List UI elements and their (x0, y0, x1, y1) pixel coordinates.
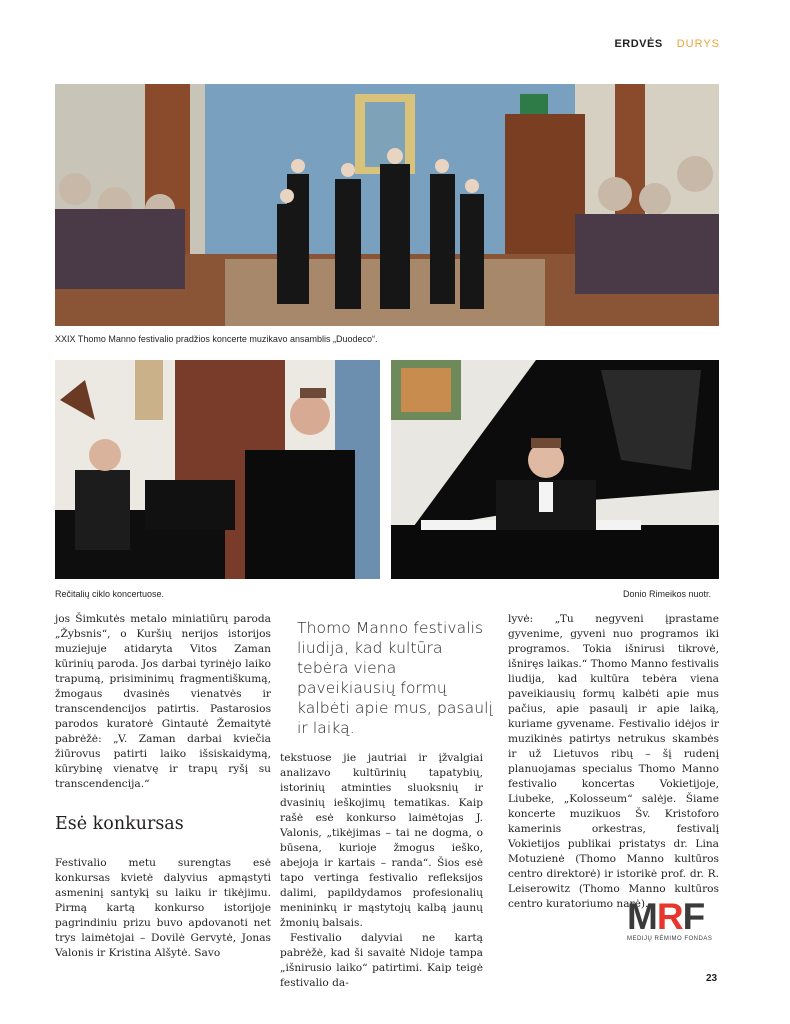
main-photo-caption: XXIX Thomo Manno festivalio pradžios koncerte muzikavo ansamblis „Duodeco“. (55, 334, 378, 344)
photo-credit: Donio Rimeikos nuotr. (623, 589, 712, 599)
section-heading-essay: Esė konkursas (55, 814, 184, 834)
pull-quote: Thomo Manno festivalis liudija, kad kultūra tebėra viena paveikiausių formų kalbėti apie mus, pasaulį ir laiką. (297, 619, 494, 737)
pianist-photo (391, 360, 719, 579)
col1-paragraph-1: jos Šimkutės metalo miniatiūrų paroda „Žybsnis“, o Kuršių nerijos istorijos muziejuje atidaryta Vitos Zaman kūrinių paroda. Jos darbai tyrinėjo laiko trapumą, prisiminimų fragmentiškumą, žmogaus dvasinės vienatvės ir transcendencijos patirtis. Pastarosios parodos kuratorė Gintautė Žemaitytė pabrėžė: „V. Zaman darbai kviečia žiūrovus patirti laiko išsiskaidymą, kūrybinę vienatvę ir trapų ryšį su transcendencija.“ (55, 613, 271, 790)
left-photo-caption: Rečitalių ciklo koncertuose. (55, 589, 165, 599)
article-column-2 (280, 751, 483, 991)
col2-paragraph-1: tekstuose jie jautriai ir įžvalgiai analizavo kultūrinių tapatybių, istorinių atminties sluoksnių ir dvasinių ieškojimų tematikas. Kaip rašė esė konkurso laimėtojas J. Valonis, „tikėjimas – tai ne dogma, o būsena, kurioje žmogus ieško, abejoja ir kartais – randa“. Šios esė tapo vertinga festivalio refleksijos dalimi, papildydamos profesionalių menininkų ir mąstytojų kalbą jaunų žmonių balsais. (280, 752, 483, 929)
magazine-name: DURYS (676, 38, 720, 50)
logo-subtitle: MEDIJŲ RĖMIMO FONDAS (627, 936, 713, 942)
mrf-logo: MRF MEDIJŲ RĖMIMO FONDAS (627, 900, 722, 942)
col3-paragraph-1: lyvė: „Tu negyveni įprastame gyvenime, gyveni nuo programos iki programos. Tokia išnirusi tikrovė, išniręs laikas.“ Thomo Manno festivalis liudija, kad kultūra tebėra viena paveikiausių formų kalbėti apie mus pačius, apie pasaulį ir apie laiką, kuriame gyvename. Festivalio idėjos ir muzikinės patirtys netrukus skambės ir už Lietuvos ribų – šį rudenį planuojamas specialus Thomo Manno festivalio koncertas Vokietijoje, Liubeke, „Kolosseum“ salėje. Šiame koncerte muzikuos Šv. Kristoforo kamerinis orkestras, festivalį Vokietijos publikai pristatys dr. Lina Motuzienė (Thomo Manno kultūros centro direktorė) ir istorikė prof. dr. R. Leiserowitz (Thomo Manno kultūros centro kuratoriumo narė). (508, 613, 719, 910)
church-concert-photo (55, 84, 719, 326)
article-column-3 (508, 612, 719, 912)
article-column-1 (55, 612, 271, 792)
col2-paragraph-2: Festivalio dalyviai ne kartą pabrėžė, kad ši savaitė Nidoje tampa „išnirusio laiko“ patirtimi. Kaip teigė festivalio da- (280, 932, 483, 989)
col1-paragraph-2: Festivalio metu surengtas esė konkursas kvietė dalyvius apmąstyti asmeninį santykį su laiku ir tikėjimu. Pirmą kartą konkurso istorijoje pagrindiniu prizu buvo apdovanoti net trys laimėtojai – Dovilė Gervytė, Jonas Valonis ir Kristina Alšytė. Savo (55, 857, 271, 959)
page-number: 23 (706, 973, 718, 984)
recital-singer-photo (55, 360, 380, 579)
running-header (614, 38, 720, 50)
section-label: ERDVĖS (614, 38, 663, 50)
article-column-1b (55, 856, 271, 961)
